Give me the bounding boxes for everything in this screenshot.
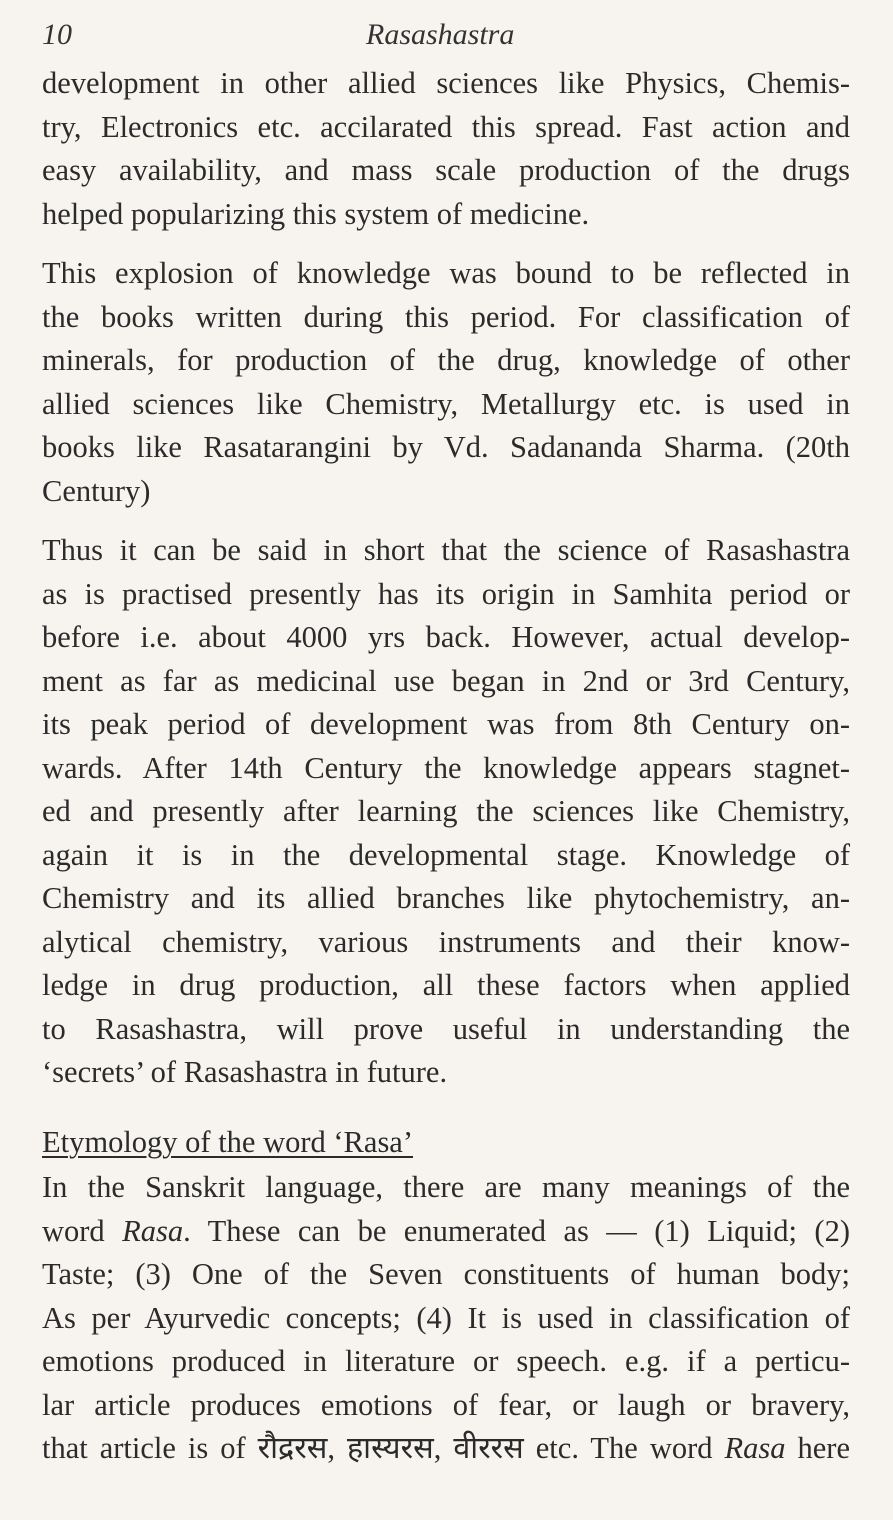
text-line: Century): [42, 473, 151, 508]
text-run: that article is of रौद्ररस, हास्यरस, वीररस etc. The word: [42, 1431, 725, 1465]
book-page: [42, 14, 850, 1487]
italic-term: Rasa: [122, 1213, 184, 1248]
text-line: This explosion of knowledge was bound to be reflected in: [42, 256, 850, 290]
italic-term: Rasa: [724, 1431, 786, 1465]
text-run: . These can be enumerated as — (1) Liquid; (2): [183, 1213, 850, 1248]
paragraph-1: [42, 62, 850, 236]
paragraph-4: [42, 1166, 850, 1471]
text-line: alytical chemistry, various instruments and their know-: [42, 924, 850, 959]
text-line: emotions produced in literature or speech. e.g. if a perticu-: [42, 1344, 850, 1378]
section-heading: Etymology of the word ‘Rasa’: [42, 1124, 414, 1159]
text-line: easy availability, and mass scale production of the drugs: [42, 153, 850, 187]
text-line: In the Sanskrit language, there are many meanings of the: [42, 1170, 850, 1204]
text-line: again it is in the developmental stage. Knowledge of: [42, 837, 850, 872]
text-line: As per Ayurvedic concepts; (4) It is used in classification of: [42, 1300, 850, 1335]
text-line: its peak period of development was from 8th Century on-: [42, 707, 850, 741]
text-line: lar article produces emotions of fear, or laugh or bravery,: [42, 1387, 850, 1422]
running-header: [42, 14, 850, 62]
text-line: before i.e. about 4000 yrs back. However, actual develop-: [42, 620, 850, 654]
paragraph-3: [42, 529, 850, 1095]
text-line: the books written during this period. For classification of: [42, 299, 850, 334]
text-line: Thus it can be said in short that the science of Rasashastra: [42, 533, 850, 567]
text-line: ment as far as medicinal use began in 2nd or 3rd Century,: [42, 663, 850, 698]
text-line: allied sciences like Chemistry, Metallurgy etc. is used in: [42, 386, 850, 421]
text-line: try, Electronics etc. accilarated this spread. Fast action and: [42, 109, 850, 144]
text-line: Taste; (3) One of the Seven constituents of human body;: [42, 1257, 850, 1291]
text-line: [42, 1210, 850, 1254]
text-run: here: [785, 1431, 850, 1465]
page-number: 10: [42, 18, 72, 51]
running-title: Rasashastra: [366, 18, 515, 51]
text-line: wards. After 14th Century the knowledge appears stagnet-: [42, 750, 850, 785]
text-line: Chemistry and its allied branches like phytochemistry, an-: [42, 881, 850, 915]
text-line: as is practised presently has its origin in Samhita period or: [42, 576, 850, 611]
text-line: books like Rasatarangini by Vd. Sadananda Sharma. (20th: [42, 430, 850, 464]
text-line: helped popularizing this system of medicine.: [42, 196, 590, 231]
text-line: development in other allied sciences like Physics, Chemis-: [42, 66, 850, 100]
paragraph-2: [42, 252, 850, 513]
text-line: ledge in drug production, all these factors when applied: [42, 968, 850, 1002]
text-line: to Rasashastra, will prove useful in understanding the: [42, 1011, 850, 1046]
text-line: ‘secrets’ of Rasashastra in future.: [42, 1055, 448, 1089]
text-line: ed and presently after learning the sciences like Chemistry,: [42, 794, 850, 828]
text-line: minerals, for production of the drug, knowledge of other: [42, 343, 850, 377]
text-run: word: [42, 1213, 123, 1248]
text-line: [42, 1427, 850, 1471]
